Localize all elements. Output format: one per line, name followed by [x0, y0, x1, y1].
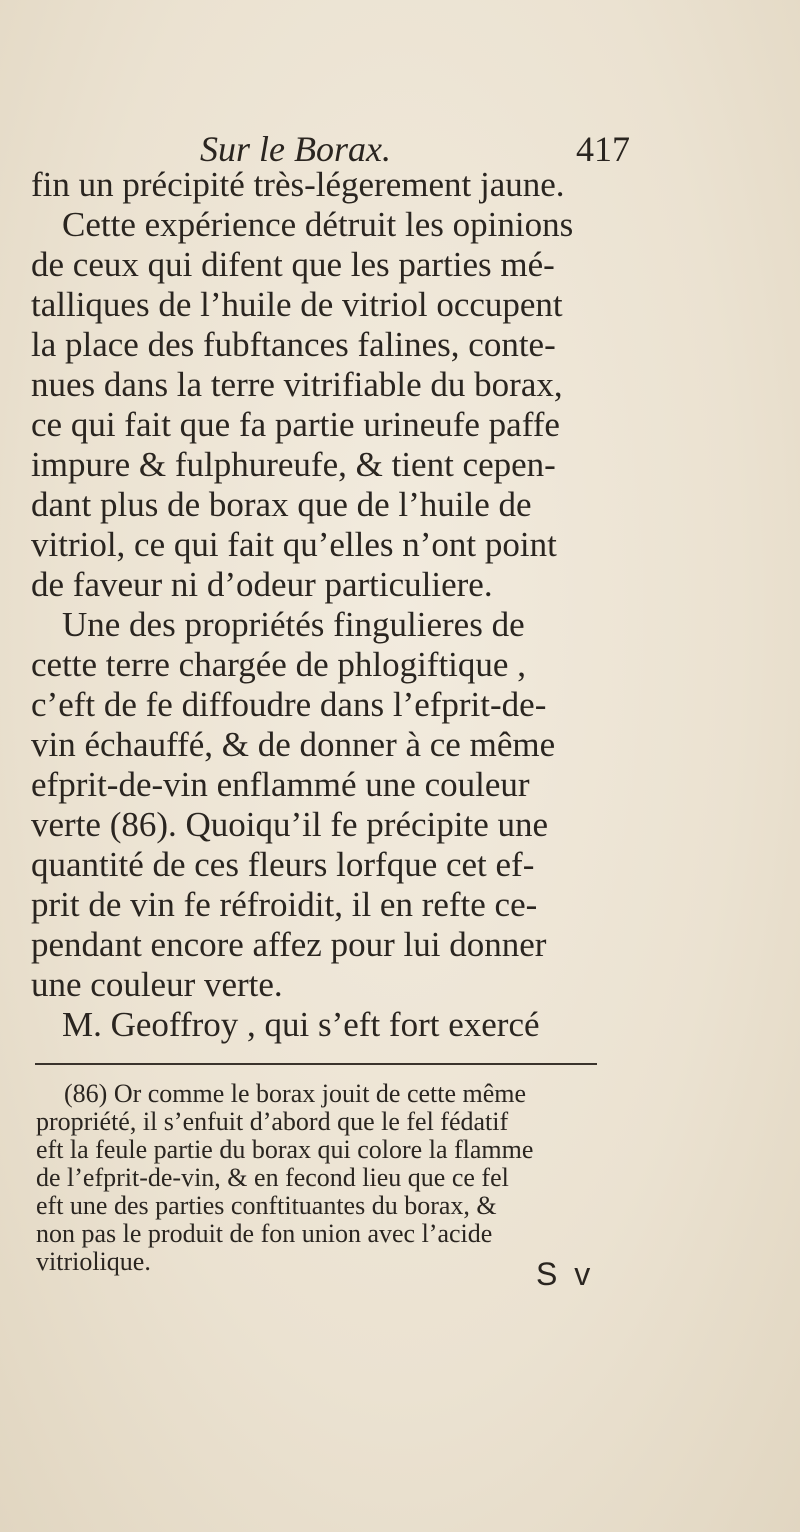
page-number: 417 [576, 129, 630, 169]
footnote-line: propriété, il s’enfuit d’abord que le fel fédatif [36, 1107, 509, 1136]
signature-mark: S v [536, 1256, 595, 1292]
footnote-line: non pas le produit de fon union avec l’acide [36, 1219, 493, 1248]
body-line: verte (86). Quoiqu’il fe précipite une [31, 805, 549, 844]
body-line: Cette expérience détruit les opinions [62, 205, 574, 244]
footnote-line: de l’efprit-de-vin, & en fecond lieu que ce fel [36, 1163, 509, 1192]
body-line: impure & fulphureufe, & tient cepen- [31, 445, 556, 484]
footnote-line: vitriolique. [36, 1247, 151, 1276]
footnote-line: eft une des parties conftituantes du borax, & [36, 1191, 497, 1220]
body-line: une couleur verte. [31, 965, 283, 1004]
body-line: dant plus de borax que de l’huile de [31, 485, 532, 524]
body-line: la place des fubftances falines, conte- [31, 325, 556, 364]
body-line: de faveur ni d’odeur particuliere. [31, 565, 493, 604]
footnote-line: eft la feule partie du borax qui colore la flamme [36, 1135, 534, 1164]
body-line: pendant encore affez pour lui donner [31, 925, 547, 964]
body-line: M. Geoffroy , qui s’eft fort exercé [62, 1005, 540, 1044]
body-line: nues dans la terre vitrifiable du borax, [31, 365, 563, 404]
body-line: efprit-de-vin enflammé une couleur [31, 765, 530, 804]
body-line: Une des propriétés fingulieres de [62, 605, 525, 644]
body-line: prit de vin fe réfroidit, il en refte ce- [31, 885, 538, 924]
body-line: fin un précipité très-légerement jaune. [31, 165, 565, 204]
body-line: cette terre chargée de phlogiftique , [31, 645, 526, 684]
body-line: ce qui fait que fa partie urineufe paffe [31, 405, 560, 444]
footnote-line: (86) Or comme le borax jouit de cette même [64, 1079, 527, 1108]
body-line: vitriol, ce qui fait qu’elles n’ont point [31, 525, 557, 564]
footnote-rule [35, 1063, 597, 1065]
running-title: Sur le Borax. [200, 129, 391, 169]
body-line: quantité de ces fleurs lorfque cet ef- [31, 845, 535, 884]
body-line: talliques de l’huile de vitriol occupent [31, 285, 563, 324]
body-line: vin échauffé, & de donner à ce même [31, 725, 556, 764]
body-line: de ceux qui difent que les parties mé- [31, 245, 555, 284]
body-line: c’eft de fe diffoudre dans l’efprit-de- [31, 685, 547, 724]
